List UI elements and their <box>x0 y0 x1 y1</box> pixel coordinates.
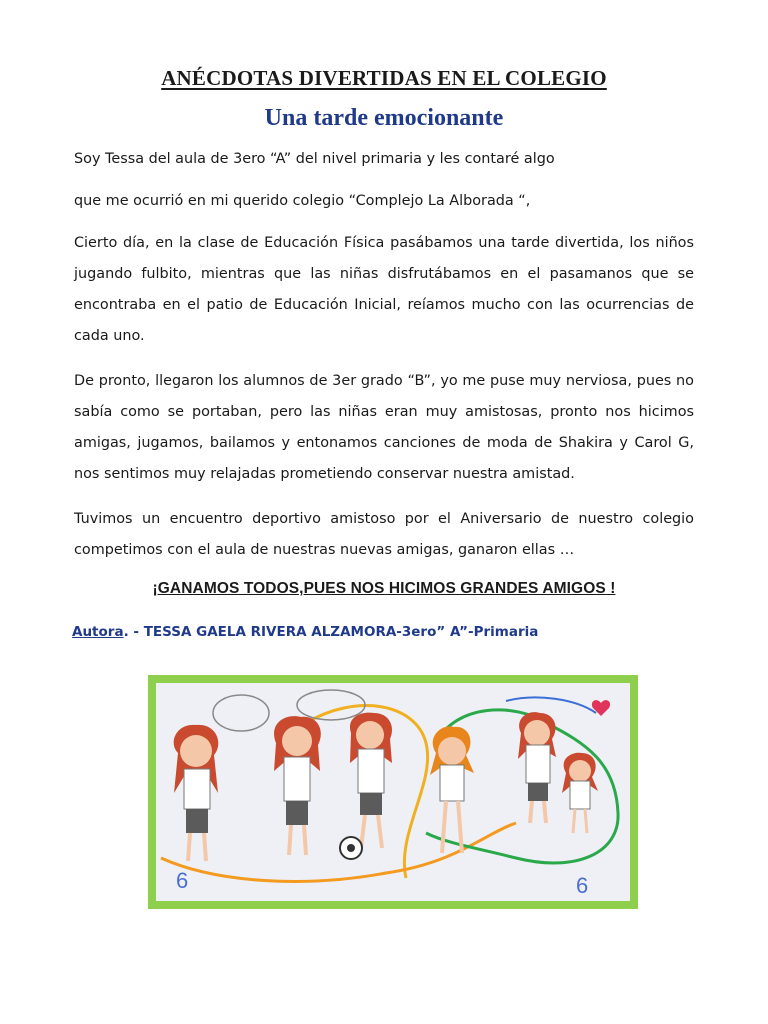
author-line <box>72 624 538 640</box>
swirl-doodle-1: 6 <box>176 868 189 893</box>
paragraph-sports-meeting: Tuvimos un encuentro deportivo amistoso por el Aniversario de nuestro colegio competimos con el aula de nuestras nuevas amigas, ganaron ellas … <box>74 511 694 558</box>
slogan: ¡GANAMOS TODOS,PUES NOS HICIMOS GRANDES AMIGOS ! <box>152 580 616 597</box>
paragraph-physical-education: Cierto día, en la clase de Educación Física pasábamos una tarde divertida, los niños jugando fulbito, mientras que las niñas disfrutábamos en el pasamanos que se encontraba en el patio de Educación Inicial, reíamos mucho con las ocurrencias de cada uno. <box>74 235 694 344</box>
child-drawing <box>156 683 630 901</box>
document-subtitle: Una tarde emocionante <box>264 105 504 131</box>
swirl-doodle-2: 6 <box>576 873 589 898</box>
author-name: . - TESSA GAELA RIVERA ALZAMORA-3ero” A”-Primaria <box>123 624 539 640</box>
paragraph-intro-line-1: Soy Tessa del aula de 3ero “A” del nivel primaria y les contaré algo <box>74 151 555 167</box>
paragraph-new-friends: De pronto, llegaron los alumnos de 3er grado “B”, yo me puse muy nerviosa, pues no sabía como se portaban, pero las niñas eran muy amistosas, pronto nos hicimos amigas, jugamos, bailamos y entonamos canciones de moda de Shakira y Carol G, nos sentimos muy relajadas prometiendo conservar nuestra amistad. <box>74 373 694 482</box>
author-label: Autora <box>72 624 124 640</box>
drawing-paper <box>156 683 630 901</box>
paragraph-intro-line-2: que me ocurrió en mi querido colegio “Complejo La Alborada “, <box>74 193 531 209</box>
document-title: ANÉCDOTAS DIVERTIDAS EN EL COLEGIO <box>161 66 607 90</box>
child-drawing-frame <box>148 675 638 909</box>
